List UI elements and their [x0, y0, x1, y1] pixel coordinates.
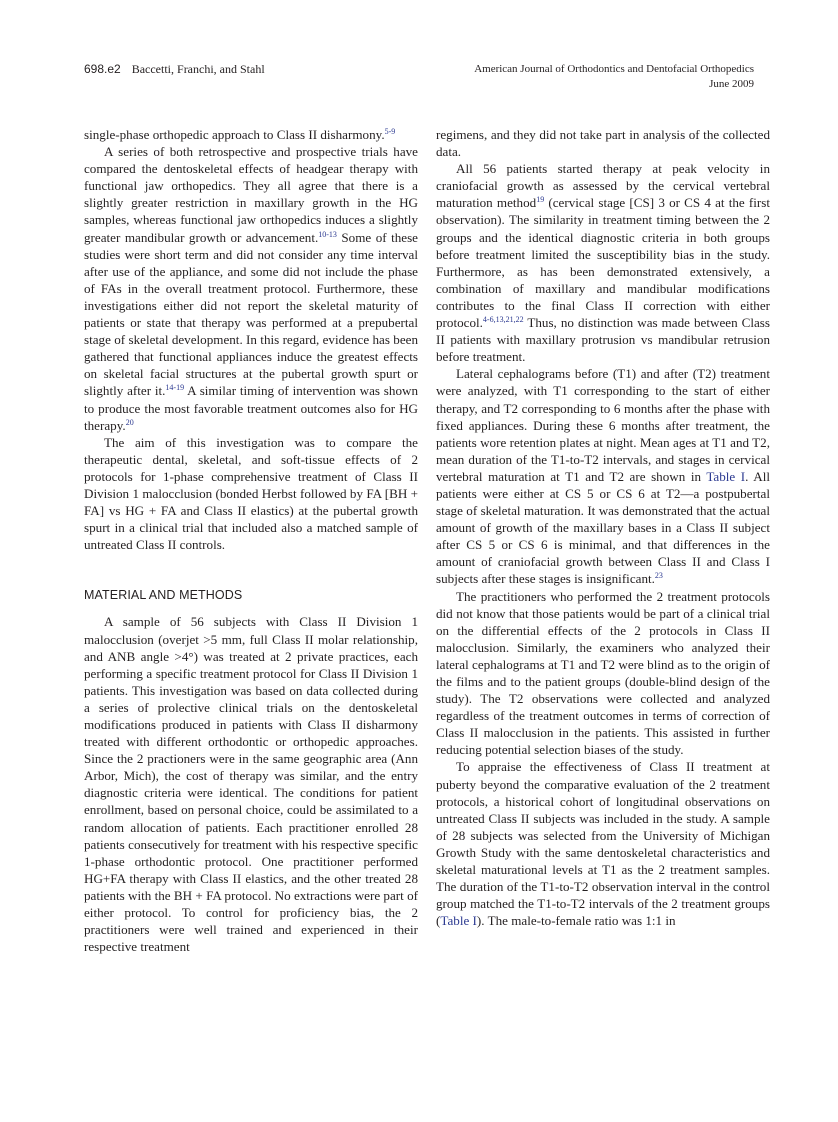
authors: Baccetti, Franchi, and Stahl [131, 62, 265, 76]
paragraph: A sample of 56 subjects with Class II Division 1 malocclusion (overjet >5 mm, full Class II molar relationship, and ANB angle >4°) was treated at 2 private practices, each performing a specific treatment protocol for Class II Division 1 patients. This investigation was based on data collected during a series of prolective clinical trials on the dentoskeletal modifications produced in patients with Class II disharmony treated with different orthodontic or orthopedic approaches. Since the 2 practioners were in the same geographic area (Ann Arbor, Mich), the cost of therapy was similar, and the entry diagnostic criteria were identical. The conditions for patient enrollment, based on personal choice, could be assimilated to a random allocation of patients. Each practitioner enrolled 28 patients consecutively for treatment with his respective specific 1-phase orthodontic protocol. One practitioner performed HG+FA therapy with Class II elastics, and the other treated 28 patients with the BH + FA protocol. No extractions were part of either protocol. To control for proficiency bias, the 2 practitioners were well trained and experienced in their respective treatment [84, 614, 418, 955]
journal-title: American Journal of Orthodontics and Dentofacial Orthopedics [474, 63, 754, 75]
citation-ref[interactable]: 4-6,13,21,22 [482, 315, 524, 325]
citation-ref[interactable]: 23 [654, 571, 663, 581]
paragraph: single-phase orthopedic approach to Class II disharmony.$^{5-9}$ [84, 127, 396, 142]
table-link[interactable]: Table I [706, 468, 746, 484]
page-number: 698.e2 [84, 62, 121, 76]
right-column [436, 126, 770, 929]
issue-date: June 2009 [709, 78, 754, 90]
running-header-left [84, 62, 265, 77]
section-heading: MATERIAL AND METHODS [84, 588, 243, 603]
paragraph: All 56 patients started therapy at peak velocity in craniofacial growth as assessed by the cervical vertebral maturation method$^{19}$ (cervical stage [CS] 3 or CS 4 at the first observation). The similarity in treatment timing between the 2 groups and the identical diagnostic criteria in both groups before treatment limited the susceptibility bias in the study. Furthermore, as has been demonstrated extensively, a combination of maxillary and mandibular modifications contributes to the final Class II correction with either protocol.$^{4-6,13,21,22}$ Thus, no distinction was made between Class II patients with maxillary protrusion vs mandibular retrusion before treatment. [436, 161, 770, 365]
paragraph: The practitioners who performed the 2 treatment protocols did not know that those patients would be part of a clinical trial on the differential effects of the 2 protocols in Class II malocclusion. Similarly, the examiners who analyzed their lateral cephalograms at T1 and T2 were blind as to the origin of the films and to the patient groups (double-blind design of the study). The T2 observations were collected and analyzed regardless of the treatment outcomes in terms of correction of Class II malocclusion in the patients. This assisted in further reducing potential selection biases of the study. [436, 588, 770, 758]
citation-ref[interactable]: 5-9 [384, 127, 396, 136]
paragraph: Lateral cephalograms before (T1) and after (T2) treatment were analyzed, with T1 corresponding to the start of either therapy, and T2 corresponding to 6 months after the phase with fixed appliances. During these 6 months after treatment, the patients wore retention plates at night. Mean ages at T1 and T2, mean duration of the T1-to-T2 intervals, and stages in cervical vertebral maturation at T1 and T2 are shown in Table I. All patients were either at CS 5 or CS 6 at T2—a postpubertal stage of skeletal maturation. It was demonstrated that the actual amount of growth of the maxillary bases in a Class II subject after CS 5 or CS 6 is minimal, and that differences in the amount of craniofacial growth between Class II and Class I subjects after these stages is insignificant.$^{23}$ [436, 366, 770, 587]
citation-ref[interactable]: 19 [536, 195, 545, 205]
paragraph: A series of both retrospective and prospective trials have compared the dentoskeletal effects of headgear therapy with functional jaw orthopedics. They all agree that there is a slightly greater restriction in maxillary growth in the HG samples, whereas functional jaw orthopedics induces a slightly greater mandibular growth or advancement.$^{10-13}$ Some of these studies were short term and did not consider any time interval after use of the appliance, and some did not include the phase of FAs in the overall treatment protocol. Furthermore, these investigations either did not report the skeletal maturity of patients or state that therapy was performed at a prepubertal stage of skeletal development. In this regard, evidence has been gathered that functional appliances induce the greatest effects on skeletal facial structures at the pubertal growth spurt or slightly after it.$^{14-19}$ A similar timing of intervention was shown to produce the most favorable treatment outcomes also for HG therapy.$^{20}$ [84, 144, 418, 433]
left-column [84, 126, 418, 955]
paragraph: The aim of this investigation was to compare the therapeutic dental, skeletal, and soft-tissue effects of 2 protocols for 1-phase comprehensive treatment of Class II Division 1 malocclusion (bonded Herbst followed by FA [BH + FA] vs HG + FA and Class II elastics) at the pubertal growth spurt in a clinical trial that included also a matched sample of untreated Class II controls. [84, 434, 418, 553]
citation-ref[interactable]: 20 [125, 417, 134, 427]
citation-ref[interactable]: 10-13 [318, 229, 337, 239]
paragraph: To appraise the effectiveness of Class II treatment at puberty beyond the comparative evaluation of the 2 treatment protocols, a historical cohort of longitudinal observations on untreated Class II subjects was included in the study. A sample of 28 subjects was selected from the University of Michigan Growth Study with the same dentoskeletal characteristics and skeletal maturational levels at T1 as the 2 treatment samples. The duration of the T1-to-T2 observation interval in the control group matched the T1-to-T2 intervals of the 2 treatment groups (Table I). The male-to-female ratio was 1:1 in [436, 759, 770, 929]
citation-ref[interactable]: 14-19 [165, 383, 185, 393]
paragraph: regimens, and they did not take part in analysis of the collected data. [436, 127, 770, 160]
table-link[interactable]: Table I [440, 913, 477, 929]
running-header-right [474, 62, 754, 92]
